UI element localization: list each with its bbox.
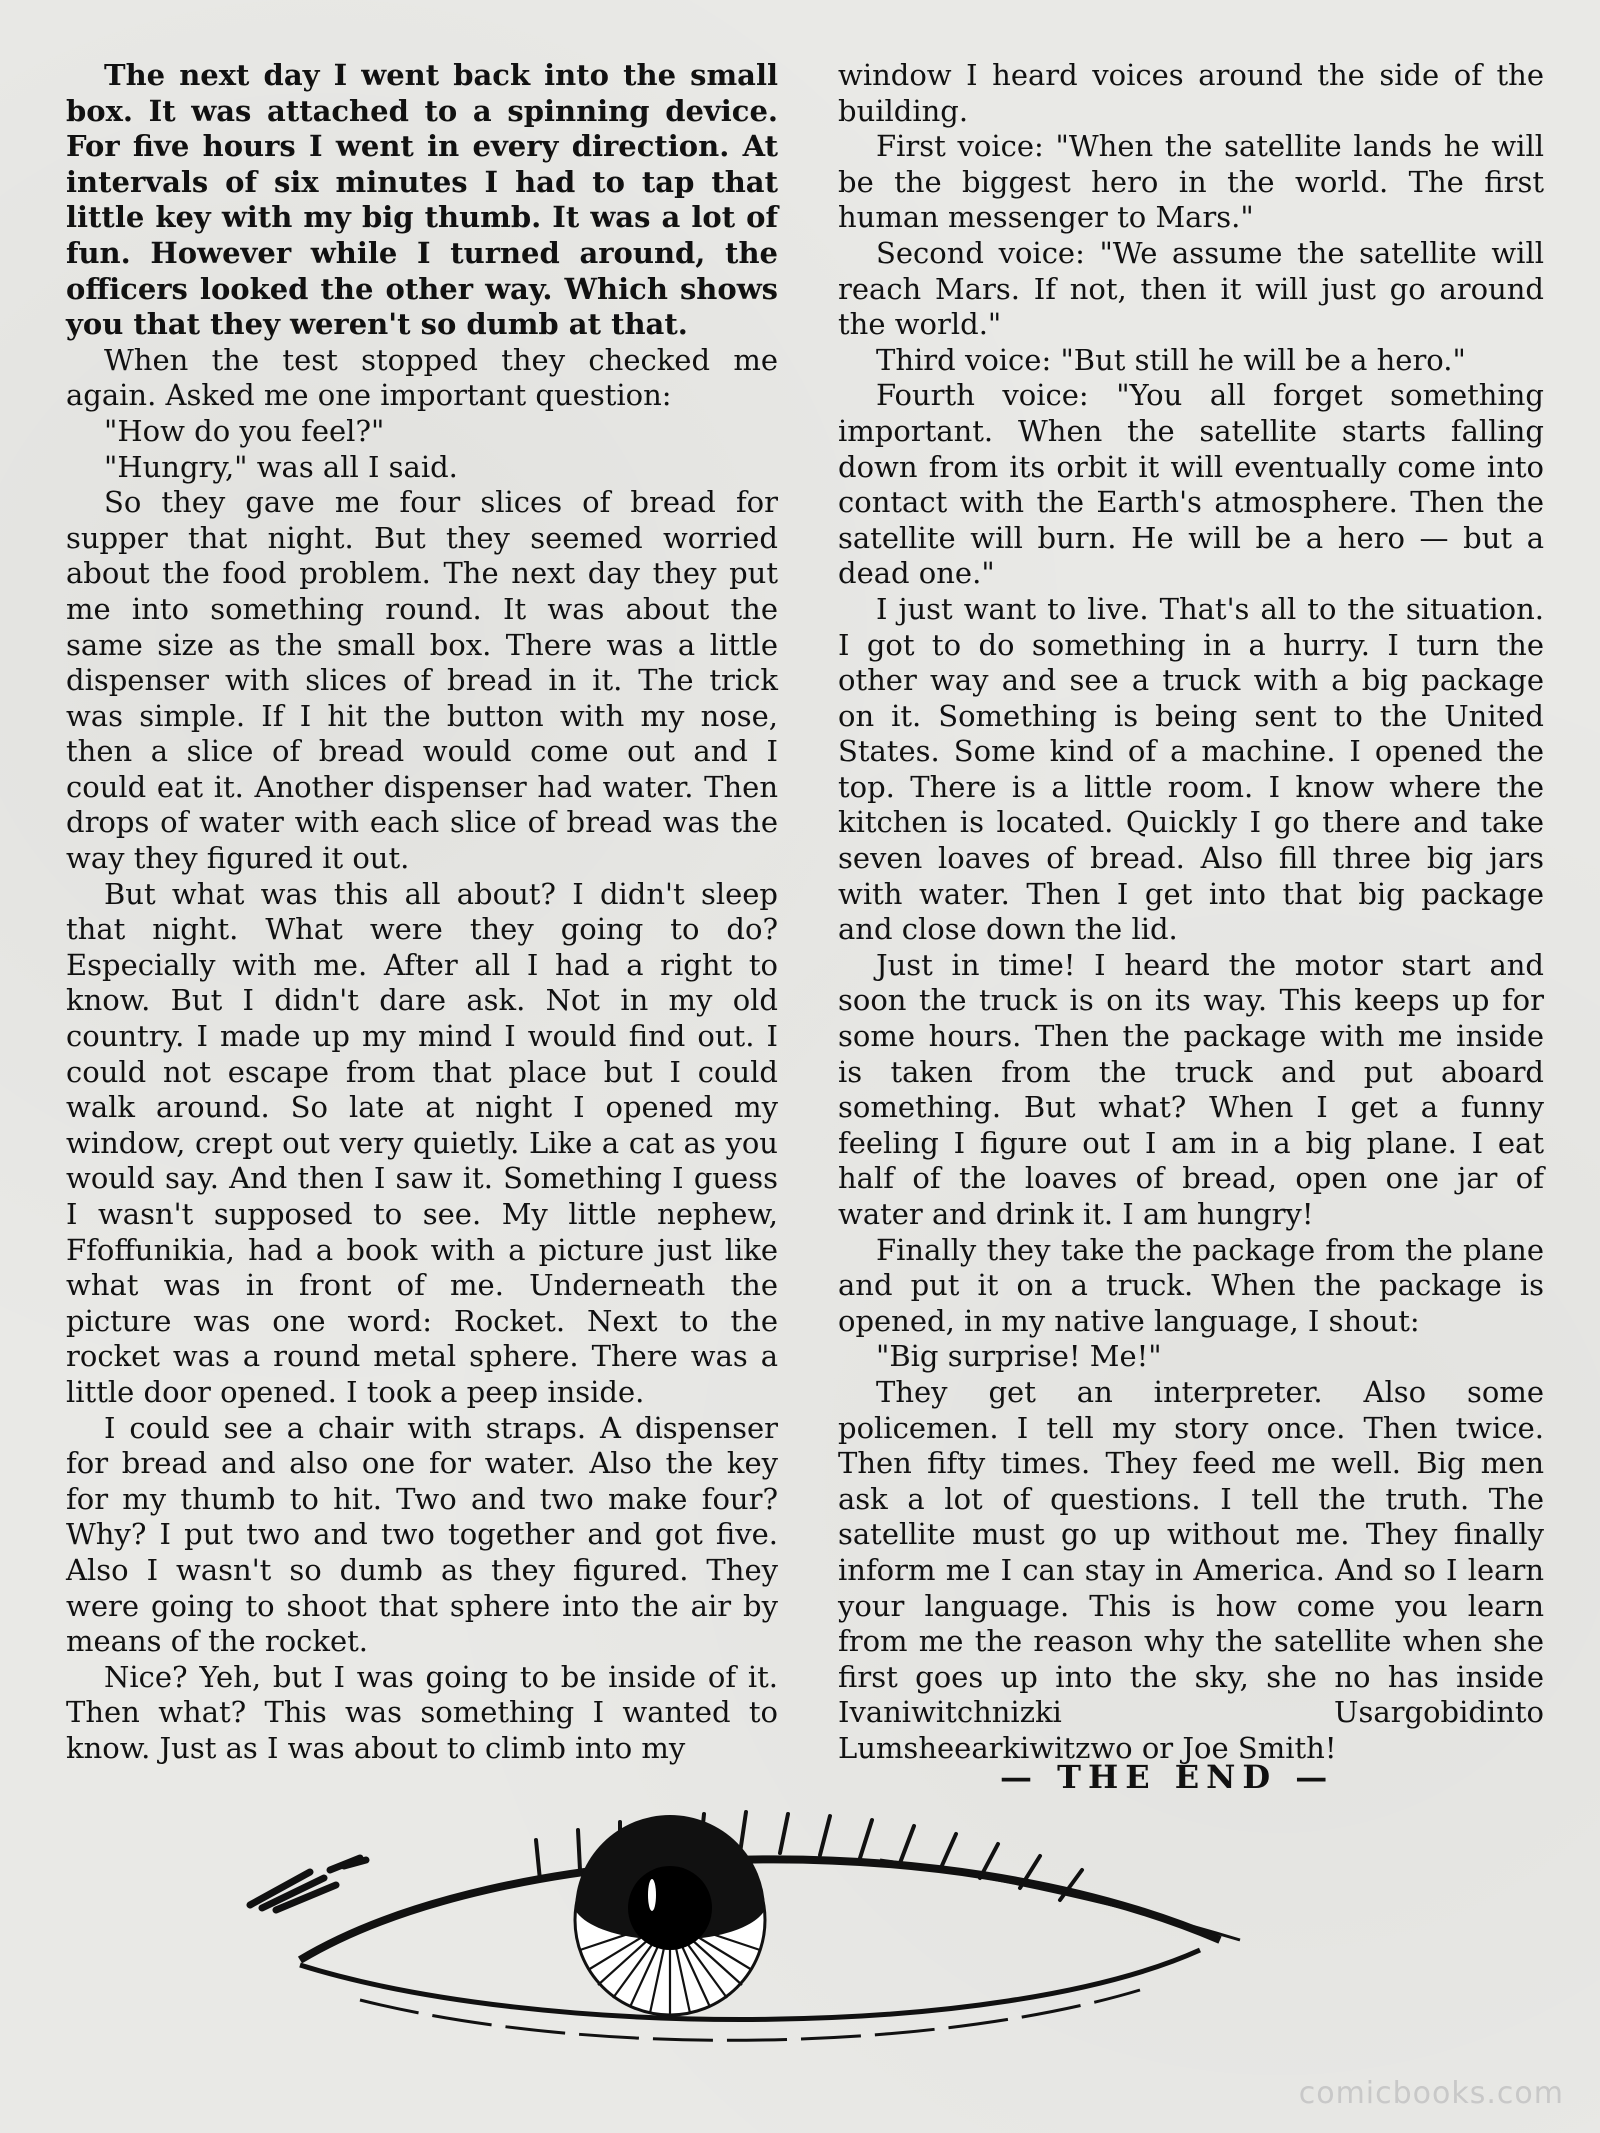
eye-highlight xyxy=(648,1879,656,1911)
paragraph: Nice? Yeh, but I was going to be inside of it. Then what? This was something I wanted to know. Just as I was about to climb into my xyxy=(66,1659,778,1765)
left-text-column xyxy=(66,58,778,1767)
paragraph: I could see a chair with straps. A dispenser for bread and also one for water. Also the key for my thumb to hit. Two and two make four? Why? I put two and two together and got five. Also I wasn't so dumb as they figured. They were going to shoot that sphere into the air by means of the rocket. xyxy=(66,1410,778,1659)
paragraph: Third voice: "But still he will be a hero." xyxy=(876,342,1466,377)
right-text-column xyxy=(838,58,1544,1767)
watermark: comicbooks.com xyxy=(1298,2076,1564,2111)
paragraph: I just want to live. That's all to the situation. I got to do something in a hurry. I turn the other way and see a truck with a big package on it. Something is being sent to the United States. Some kind of a machine. I opened the top. There is a little room. I know where the kitchen is located. Quickly I go there and take seven loaves of bread. Also fill three big jars with water. Then I get into that big package and close down the lid. xyxy=(838,591,1544,947)
paragraph: But what was this all about? I didn't sleep that night. What were they going to do? Especially with me. After all I had a right to know. But I didn't dare ask. Not in my old country. I made up my mind I would find out. I could not escape from that place but I could walk around. So late at night I opened my window, crept out very quietly. Like a cat as you would say. And then I saw it. Something I guess I wasn't supposed to see. My little nephew, Ffoffunikia, had a book with a picture just like what was in front of me. Underneath the picture was one word: Rocket. Next to the rocket was a round metal sphere. There was a little door opened. I took a peep inside. xyxy=(66,876,778,1409)
paragraph: window I heard voices around the side of the building. xyxy=(838,58,1544,128)
paragraph: "Big surprise! Me!" xyxy=(876,1339,1162,1374)
eyebrow-mark xyxy=(250,1858,366,1910)
paragraph: When the test stopped they checked me again. Asked me one important question: xyxy=(66,342,778,413)
paragraph: Finally they take the package from the plane and put it on a truck. When the package is opened, in my native language, I shout: xyxy=(838,1232,1544,1338)
paragraph: First voice: "When the satellite lands he will be the biggest hero in the world. The first human messenger to Mars." xyxy=(838,129,1544,235)
paragraph: So they gave me four slices of bread for supper that night. But they seemed worried about the food problem. The next day they put me into something round. It was about the same size as the small box. There was a little dispenser with slices of bread in it. The trick was simple. If I hit the button with my nose, then a slice of bread would come out and I could eat it. Another dispenser had water. Then drops of water with each slice of bread was the way they figured it out. xyxy=(66,485,778,876)
the-end-label: — THE END — xyxy=(1000,1758,1335,1796)
paragraph: "How do you feel?" xyxy=(104,413,385,448)
paragraph: They get an interpreter. Also some policemen. I tell my story once. Then twice. Then fifty times. They feed me well. Big men ask a lot of questions. I tell the truth. The satellite must go up without me. They finally inform me I can stay in America. And so I learn your language. This is how come you learn from me the reason why the satellite when she first goes up into the sky, she no has inside Ivaniwitchnizki Usargobidinto Lumsheearkiwitzwo or Joe Smith! xyxy=(838,1374,1544,1765)
paragraph: Just in time! I heard the motor start and soon the truck is on its way. This keeps up for some hours. Then the package with me inside is taken from the truck and put aboard something. But what? When I get a funny feeling I figure out I am in a big plane. I eat half of the loaves of bread, open one jar of water and drink it. I am hungry! xyxy=(838,947,1544,1231)
paragraph: The next day I went back into the small box. It was attached to a spinning device. For five hours I went in every direction. At intervals of six minutes I had to tap that little key with my big thumb. It was a lot of fun. However while I turned around, the officers looked the other way. Which shows you that they weren't so dumb at that. xyxy=(66,58,778,342)
paragraph: Second voice: "We assume the satellite will reach Mars. If not, then it will just go around the world." xyxy=(838,235,1544,342)
pupil-core xyxy=(628,1866,712,1950)
paragraph: "Hungry," was all I said. xyxy=(104,449,458,484)
eye-illustration xyxy=(240,1800,1320,2060)
paragraph: Fourth voice: "You all forget something important. When the satellite starts falling down from its orbit it will eventually come into contact with the Earth's atmosphere. Then the satellite will burn. He will be a hero — but a dead one." xyxy=(838,378,1544,591)
